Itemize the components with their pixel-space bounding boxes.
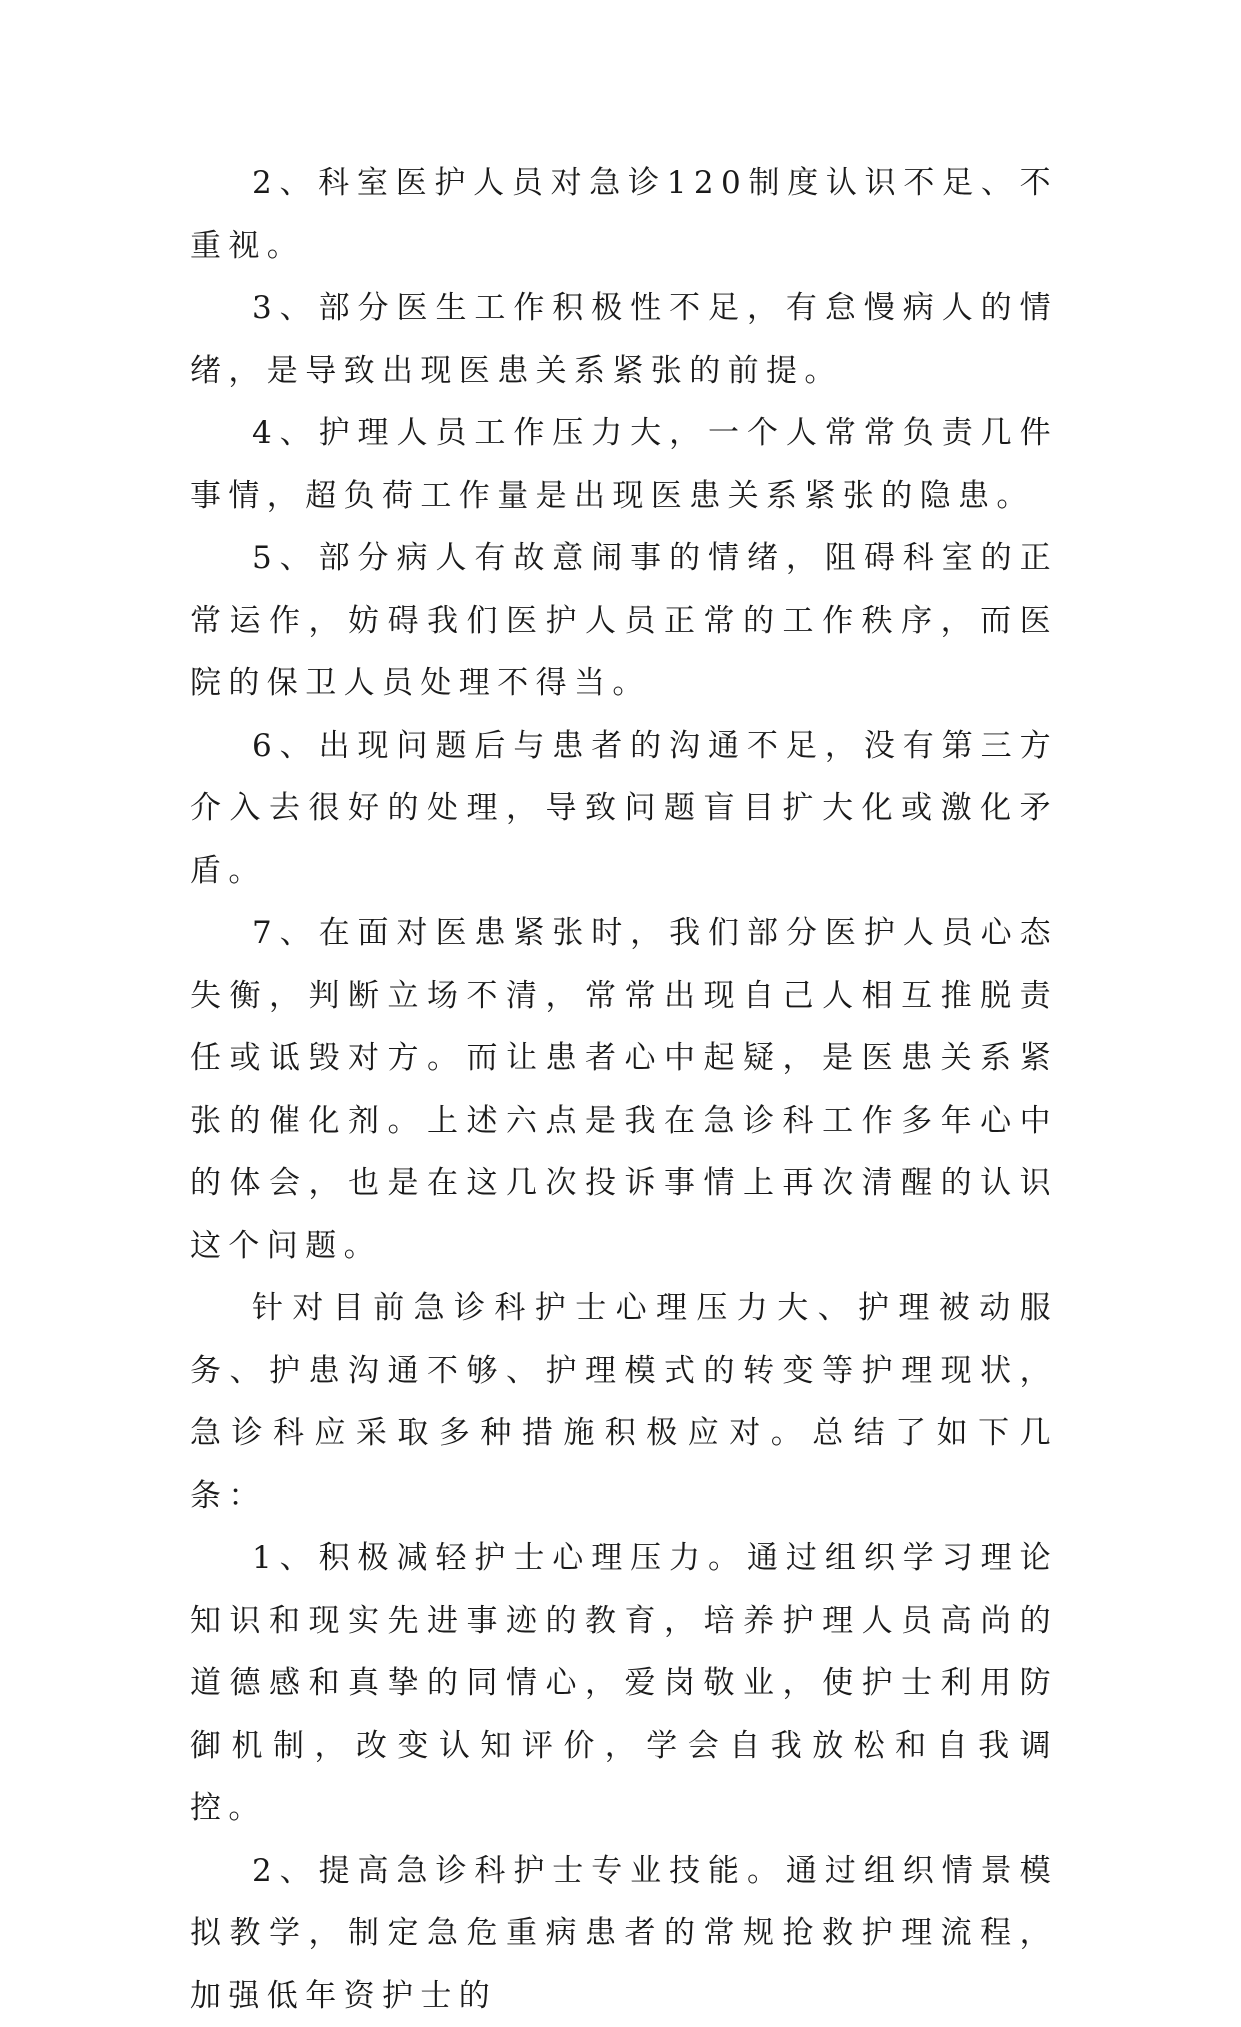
paragraph-item-2: 2、科室医护人员对急诊120制度认识不足、不重视。 — [190, 152, 1058, 277]
paragraph-item-4: 4、护理人员工作压力大，一个人常常负责几件事情，超负荷工作量是出现医患关系紧张的隐患。 — [190, 402, 1058, 527]
paragraph-measures-intro: 针对目前急诊科护士心理压力大、护理被动服务、护患沟通不够、护理模式的转变等护理现状，急诊科应采取多种措施积极应对。总结了如下几条： — [190, 1277, 1058, 1527]
paragraph-item-3: 3、部分医生工作积极性不足，有怠慢病人的情绪，是导致出现医患关系紧张的前提。 — [190, 277, 1058, 402]
document-body — [190, 152, 1058, 2027]
paragraph-item-6: 6、出现问题后与患者的沟通不足，没有第三方介入去很好的处理，导致问题盲目扩大化或激化矛盾。 — [190, 715, 1058, 903]
paragraph-measure-2: 2、提高急诊科护士专业技能。通过组织情景模拟教学，制定急危重病患者的常规抢救护理流程，加强低年资护士的 — [190, 1840, 1058, 2027]
paragraph-item-7: 7、在面对医患紧张时，我们部分医护人员心态失衡，判断立场不清，常常出现自己人相互推脱责任或诋毁对方。而让患者心中起疑，是医患关系紧张的催化剂。上述六点是我在急诊科工作多年心中的体会，也是在这几次投诉事情上再次清醒的认识这个问题。 — [190, 902, 1058, 1277]
paragraph-item-5: 5、部分病人有故意闹事的情绪，阻碍科室的正常运作，妨碍我们医护人员正常的工作秩序，而医院的保卫人员处理不得当。 — [190, 527, 1058, 715]
paragraph-measure-1: 1、积极减轻护士心理压力。通过组织学习理论知识和现实先进事迹的教育，培养护理人员高尚的道德感和真挚的同情心，爱岗敬业，使护士利用防御机制，改变认知评价，学会自我放松和自我调控。 — [190, 1527, 1058, 1840]
